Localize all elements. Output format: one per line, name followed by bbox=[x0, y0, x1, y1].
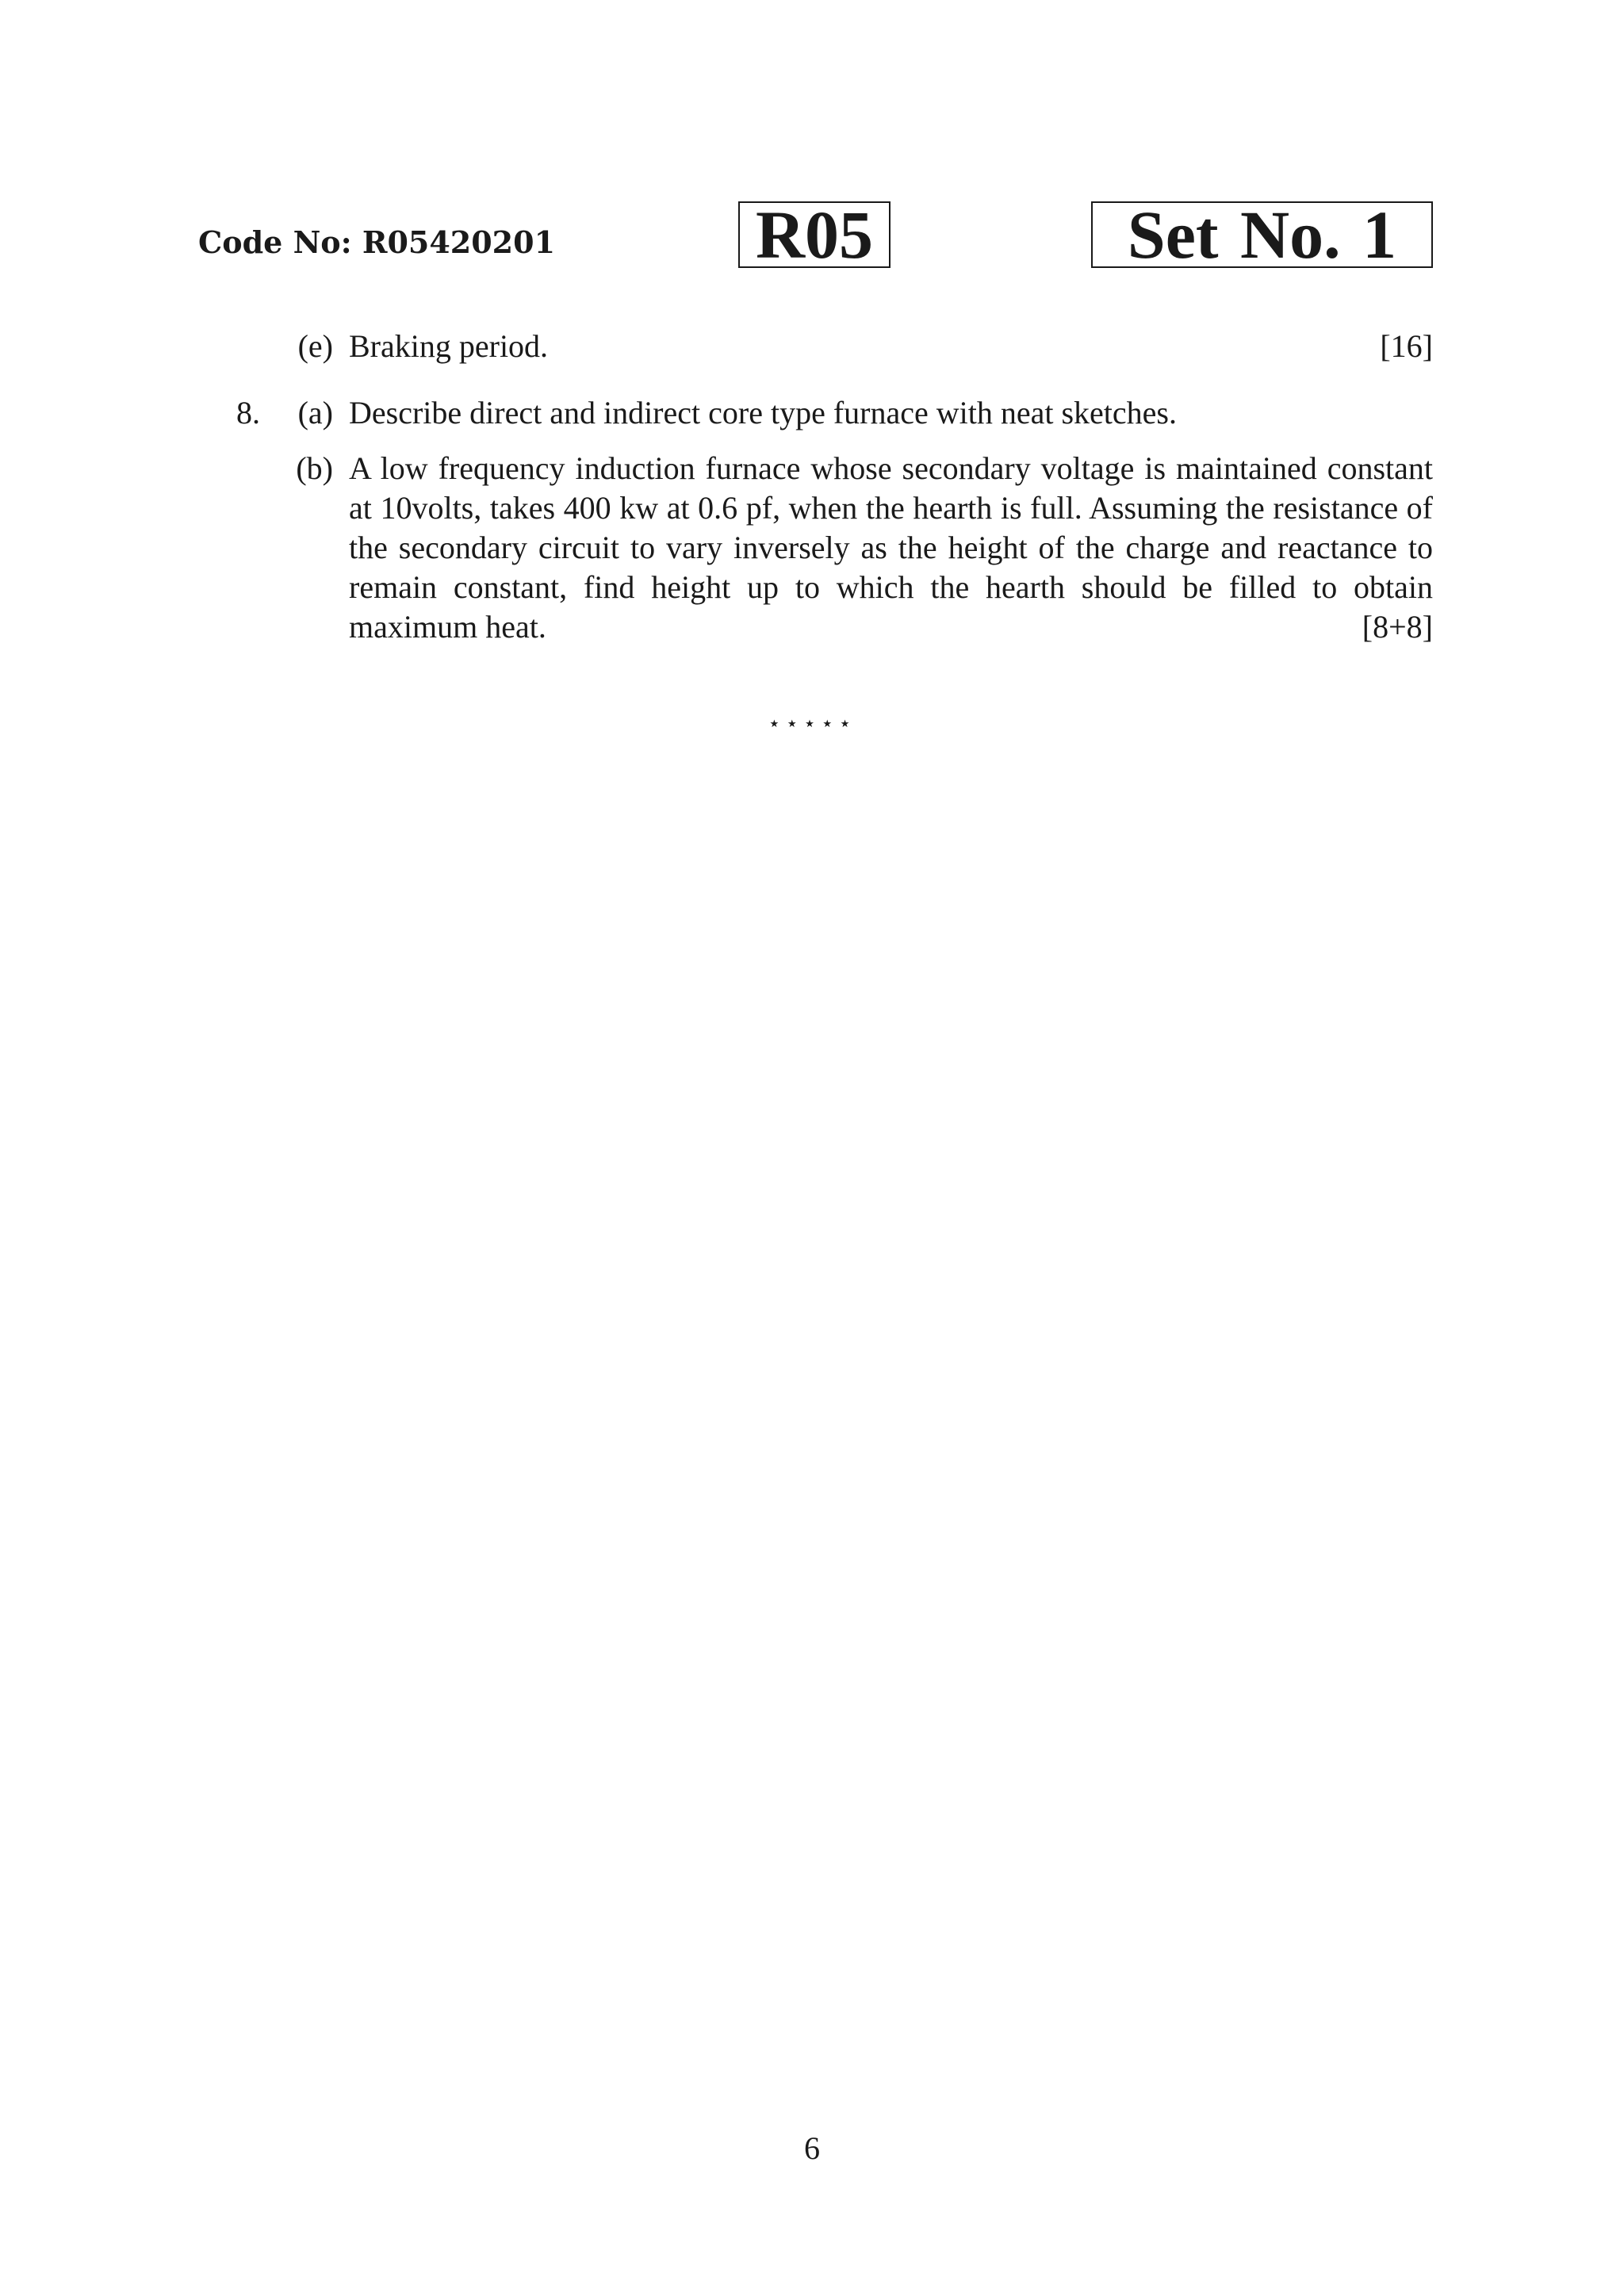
question-8a-label: (a) bbox=[297, 395, 333, 430]
question-8-number: 8. bbox=[236, 395, 260, 430]
question-8b-label: (b) bbox=[296, 450, 333, 486]
set-number-badge: Set No. 1 bbox=[1091, 201, 1433, 268]
question-8b-marks: [8+8] bbox=[1362, 609, 1433, 645]
end-of-paper-stars: ⋆⋆⋆⋆⋆ bbox=[768, 712, 856, 736]
item-e-marks: [16] bbox=[1380, 328, 1433, 364]
code-number: Code No: R05420201 bbox=[198, 224, 556, 260]
page-number: 6 bbox=[804, 2130, 820, 2166]
question-8a-text: Describe direct and indirect core type furnace with neat sketches. bbox=[349, 395, 1177, 430]
regulation-badge: R05 bbox=[738, 201, 891, 268]
question-8b-text: A low frequency induction furnace whose secondary voltage is maintained constant at 10volts, takes 400 kw at 0.6 pf, when the hearth is full. Assuming the resistance of the secondary circuit to vary inversely as the height of the charge and reactance to remain constant, find height up to which the hearth should be filled to obtain maximum heat. bbox=[349, 450, 1433, 645]
item-e-text: Braking period. bbox=[349, 328, 549, 364]
item-e-label: (e) bbox=[297, 328, 333, 364]
